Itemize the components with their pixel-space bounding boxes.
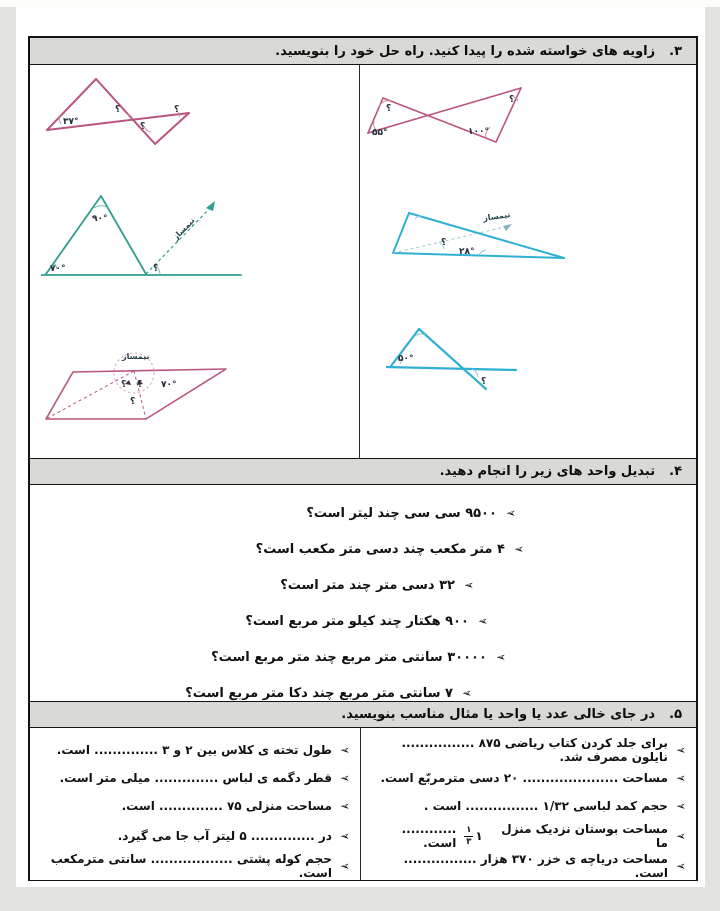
paper (16, 7, 705, 887)
fill-blank-text: حجم کمد لباسی ۱/۳۲ ................ است . (423, 799, 668, 813)
section5-number: ۵. (669, 707, 682, 722)
edge (46, 196, 101, 274)
angle-label: ۹۰° (92, 214, 108, 224)
arrow-bullet-icon: ➢ (675, 859, 686, 873)
arrow-bullet-icon: ➢ (339, 743, 350, 757)
section5-title: در جای خالی عدد یا واحد یا مثال مناسب بنویسید. (341, 707, 656, 722)
figure-parallelogram (39, 351, 264, 443)
edge (393, 253, 564, 258)
fill-blank-item (36, 764, 350, 792)
column-divider (359, 65, 360, 458)
fill-blank-text: ............ است. (401, 822, 457, 850)
angle-label: ۷۰° (161, 380, 177, 390)
arrow-bullet-icon: ➢ (461, 686, 472, 700)
question-text: ۴ متر مکعب چند دسی متر مکعب است؟ (255, 541, 505, 557)
arrow-bullet-icon: ➢ (675, 743, 686, 757)
bisector-label: نیمساز (122, 352, 150, 361)
fill-blank-item (367, 820, 686, 852)
question-text: ۷ سانتی متر مربع چند دکا متر مربع است؟ (185, 685, 453, 701)
question-item (30, 495, 516, 531)
angle-label: ۵۵° (372, 128, 388, 138)
fill-blank-text: مساحت ..................... ۲۰ دسی مترمربّع است. (380, 771, 668, 785)
numerator: ۱ (466, 824, 472, 835)
fraction (464, 826, 473, 847)
fill-blank-text: مساحت بوستان نزدیک منزل ما (501, 822, 668, 850)
arrowhead-icon (503, 224, 512, 231)
arrow-bullet-icon: ➢ (339, 859, 350, 873)
edge (96, 79, 155, 144)
column-divider (360, 728, 361, 880)
question-mark-label: ؟ (130, 397, 136, 407)
edge (419, 329, 486, 389)
section5-right-column (361, 728, 696, 880)
question-item (30, 639, 506, 675)
bisector-label: نیمساز (171, 215, 197, 242)
bisector-label: نیمساز (482, 210, 511, 223)
fill-blank-item (36, 852, 350, 880)
question-mark-label: ؟ (441, 238, 447, 248)
fill-blank-item (36, 736, 350, 764)
figure-triangle-bisector-right (391, 205, 581, 275)
section4-title: تبدیل واحد های زیر را انجام دهید. (439, 464, 656, 479)
question-item (30, 531, 524, 567)
arrowhead-icon (206, 201, 215, 211)
edge (393, 213, 409, 253)
angle-label: ۳۷° (63, 117, 79, 127)
question-mark-label: ؟ (509, 95, 515, 105)
arrow-bullet-icon: ➢ (675, 829, 686, 843)
arrow-bullet-icon: ➢ (495, 650, 506, 664)
section4-number: ۴. (669, 464, 682, 479)
question-mark-label: ؟ (121, 380, 127, 390)
fill-blank-item (36, 792, 350, 820)
figure-bowtie-left (39, 74, 239, 162)
section5-left-column (30, 728, 360, 880)
fill-blank-text: مساحت منزلی ۷۵ .............. است. (121, 799, 332, 813)
arrow-bullet-icon: ➢ (477, 614, 488, 628)
worksheet-frame (28, 36, 698, 881)
arrow-bullet-icon: ➢ (513, 542, 524, 556)
mixed-number (464, 826, 482, 847)
figure-triangle-bisector-left (41, 191, 251, 289)
fill-blank-item (367, 736, 686, 764)
arrow-bullet-icon: ➢ (463, 578, 474, 592)
fill-blank-item (367, 792, 686, 820)
question-text: ۹۰۰ هکتار چند کیلو متر مربع است؟ (245, 613, 469, 629)
question-mark-label: ؟ (174, 105, 180, 115)
scan-margin (0, 0, 720, 7)
fill-blank-text: حجم کوله پشتی .................. سانتی مترمکعب است. (50, 852, 332, 880)
fill-blank-text: مساحت دریاچه ی خزر ۳۷۰ هزار ................ است. (403, 852, 668, 880)
figure-bowtie-right (364, 85, 542, 153)
fill-blank-text: در .............. ۵ لیتر آب جا می گیرد. (117, 829, 332, 843)
section5-header (30, 701, 696, 728)
question-text: ۳۰۰۰۰ سانتی متر مربع چند متر مربع است؟ (211, 649, 487, 665)
arrow-bullet-icon: ➢ (675, 771, 686, 785)
angle-label: ۱۰۰° (468, 127, 489, 137)
question-text: ۳۲ دسی متر چند متر است؟ (280, 577, 455, 593)
question-mark-label: ؟ (481, 377, 487, 387)
arrow-bullet-icon: ➢ (339, 771, 350, 785)
arrow-bullet-icon: ➢ (505, 506, 516, 520)
angle-label: ۵۰° (398, 354, 414, 364)
fill-blank-item (36, 820, 350, 852)
question-mark-label: ؟ (137, 380, 143, 390)
section3-number: ۳. (669, 43, 682, 59)
fill-blank-text: قطر دگمه ی لباس .............. میلی متر است. (59, 771, 332, 785)
whole-number: ۱ (475, 829, 483, 843)
figure-exterior-triangle (386, 321, 536, 421)
baseline (386, 367, 516, 370)
question-item (30, 603, 488, 639)
question-item (30, 567, 474, 603)
angle-label: ۲۸° (459, 247, 475, 257)
denominator: ۳ (466, 836, 472, 847)
question-text: ۹۵۰۰ سی سی چند لیتر است؟ (306, 505, 497, 521)
fill-blank-text: برای جلد کردن کتاب ریاضی ۸۷۵ ................ نایلون مصرف شد. (401, 736, 668, 764)
angle-arc (415, 216, 421, 219)
angle-arc (479, 250, 486, 255)
section4-header (30, 458, 696, 485)
arrow-bullet-icon: ➢ (675, 799, 686, 813)
arrow-bullet-icon: ➢ (339, 799, 350, 813)
question-mark-label: ؟ (386, 104, 392, 114)
fill-blank-text: طول تخته ی کلاس بین ۲ و ۳ .............. است. (56, 743, 332, 757)
question-mark-label: ؟ (140, 122, 146, 132)
bisector-ray (134, 371, 146, 419)
fill-blank-item (367, 764, 686, 792)
section3-header (30, 38, 696, 65)
section5-body (30, 728, 696, 880)
section4-questions (30, 485, 696, 701)
fill-blank-item (367, 852, 686, 880)
parallelogram-shape (46, 369, 226, 419)
section3-title: زاویه های خواسته شده را پیدا کنید. راه حل خود را بنویسید. (275, 43, 656, 59)
question-mark-label: ؟ (153, 264, 159, 274)
arrow-bullet-icon: ➢ (339, 829, 350, 843)
section3-figures (30, 65, 696, 458)
edge (155, 113, 189, 144)
angle-label: ۷۰° (50, 264, 66, 274)
question-mark-label: ؟ (115, 105, 121, 115)
bisector-ray (393, 226, 509, 253)
